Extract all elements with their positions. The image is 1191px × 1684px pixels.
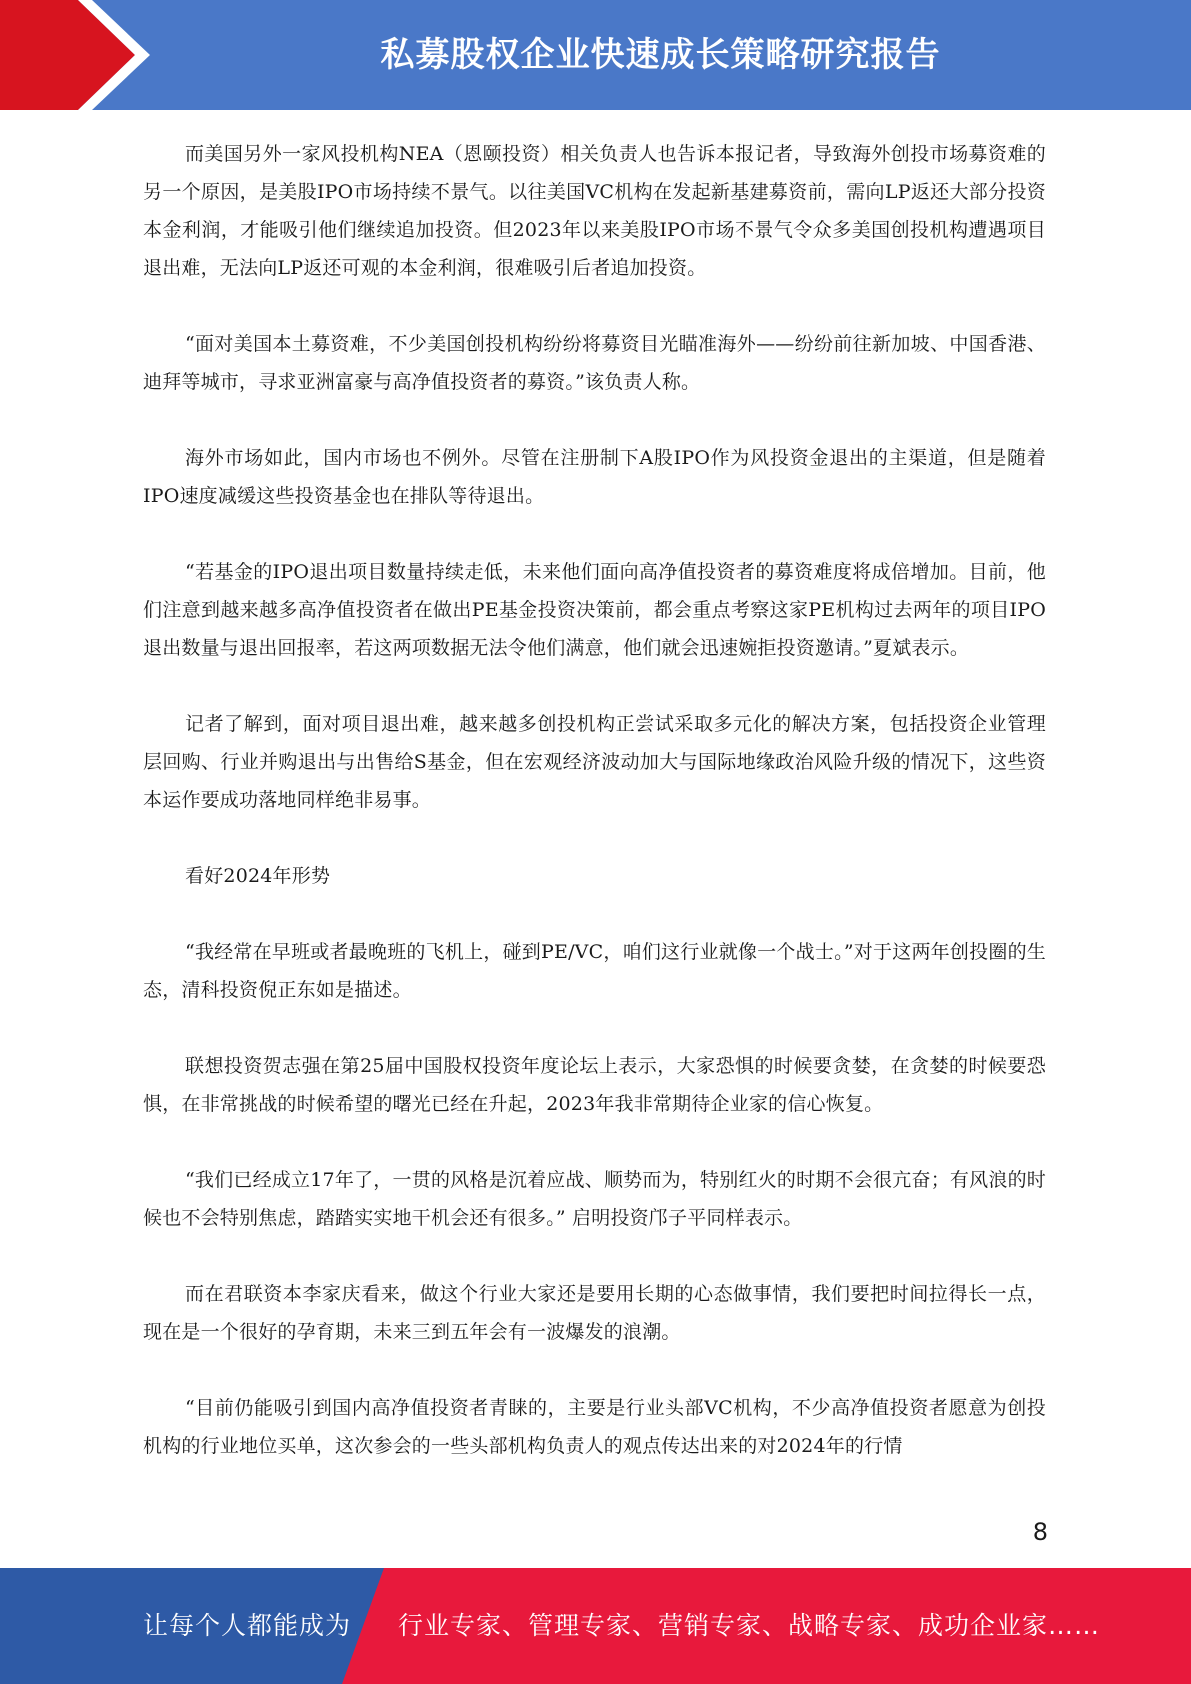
footer-slogan-left: 让每个人都能成为 <box>143 1611 352 1640</box>
page-number: 8 <box>1032 1518 1048 1546</box>
paragraph: “目前仍能吸引到国内高净值投资者青睐的，主要是行业头部VC机构，不少高净值投资者愿意为创投机构的行业地位买单，这次参会的一些头部机构负责人的观点传达出来的对2024年的行情 <box>143 1397 1046 1457</box>
paragraph: 而在君联资本李家庆看来，做这个行业大家还是要用长期的心态做事情，我们要把时间拉得长一点，现在是一个很好的孕育期，未来三到五年会有一波爆发的浪潮。 <box>143 1283 1046 1343</box>
paragraph: 联想投资贺志强在第25届中国股权投资年度论坛上表示，大家恐惧的时候要贪婪，在贪婪的时候要恐惧，在非常挑战的时候希望的曙光已经在升起，2023年我非常期待企业家的信心恢复。 <box>143 1055 1046 1115</box>
paragraph: 海外市场如此，国内市场也不例外。尽管在注册制下A股IPO作为风投资金退出的主渠道，但是随着IPO速度减缓这些投资基金也在排队等待退出。 <box>143 447 1046 507</box>
report-title: 私募股权企业快速成长策略研究报告 <box>380 35 941 75</box>
paragraph: 而美国另外一家风投机构NEA（恩颐投资）相关负责人也告诉本报记者，导致海外创投市场募资难的另一个原因，是美股IPO市场持续不景气。以往美国VC机构在发起新基建募资前，需向LP返还大部分投资本金利润，才能吸引他们继续追加投资。但2023年以来美股IPO市场不景气令众多美国创投机构遭遇项目退出难，无法向LP返还可观的本金利润，很难吸引后者追加投资。 <box>143 143 1046 279</box>
header-red-arrow <box>0 0 150 110</box>
page-header <box>0 0 1191 110</box>
paragraph: “我经常在早班或者最晚班的飞机上，碰到PE/VC，咱们这行业就像一个战士。”对于这两年创投圈的生态，清科投资倪正东如是描述。 <box>143 941 1046 1001</box>
page-footer <box>0 1568 1191 1684</box>
paragraph: 记者了解到，面对项目退出难，越来越多创投机构正尝试采取多元化的解决方案，包括投资企业管理层回购、行业并购退出与出售给S基金，但在宏观经济波动加大与国际地缘政治风险升级的情况下，这些资本运作要成功落地同样绝非易事。 <box>143 713 1046 811</box>
paragraph: “若基金的IPO退出项目数量持续走低，未来他们面向高净值投资者的募资难度将成倍增加。目前，他们注意到越来越多高净值投资者在做出PE基金投资决策前，都会重点考察这家PE机构过去两年的项目IPO退出数量与退出回报率，若这两项数据无法令他们满意，他们就会迅速婉拒投资邀请。”夏斌表示。 <box>143 561 1046 659</box>
paragraph: “面对美国本土募资难，不少美国创投机构纷纷将募资目光瞄准海外——纷纷前往新加坡、中国香港、迪拜等城市，寻求亚洲富豪与高净值投资者的募资。”该负责人称。 <box>143 333 1046 393</box>
section-heading: 看好2024年形势 <box>185 865 331 887</box>
paragraph: “我们已经成立17年了，一贯的风格是沉着应战、顺势而为，特别红火的时期不会很亢奋；有风浪的时候也不会特别焦虑，踏踏实实地干机会还有很多。” 启明投资邝子平同样表示。 <box>143 1169 1046 1229</box>
footer-slogan-right: 行业专家、管理专家、营销专家、战略专家、成功企业家…… <box>398 1611 1101 1640</box>
article-body <box>143 135 1046 1503</box>
